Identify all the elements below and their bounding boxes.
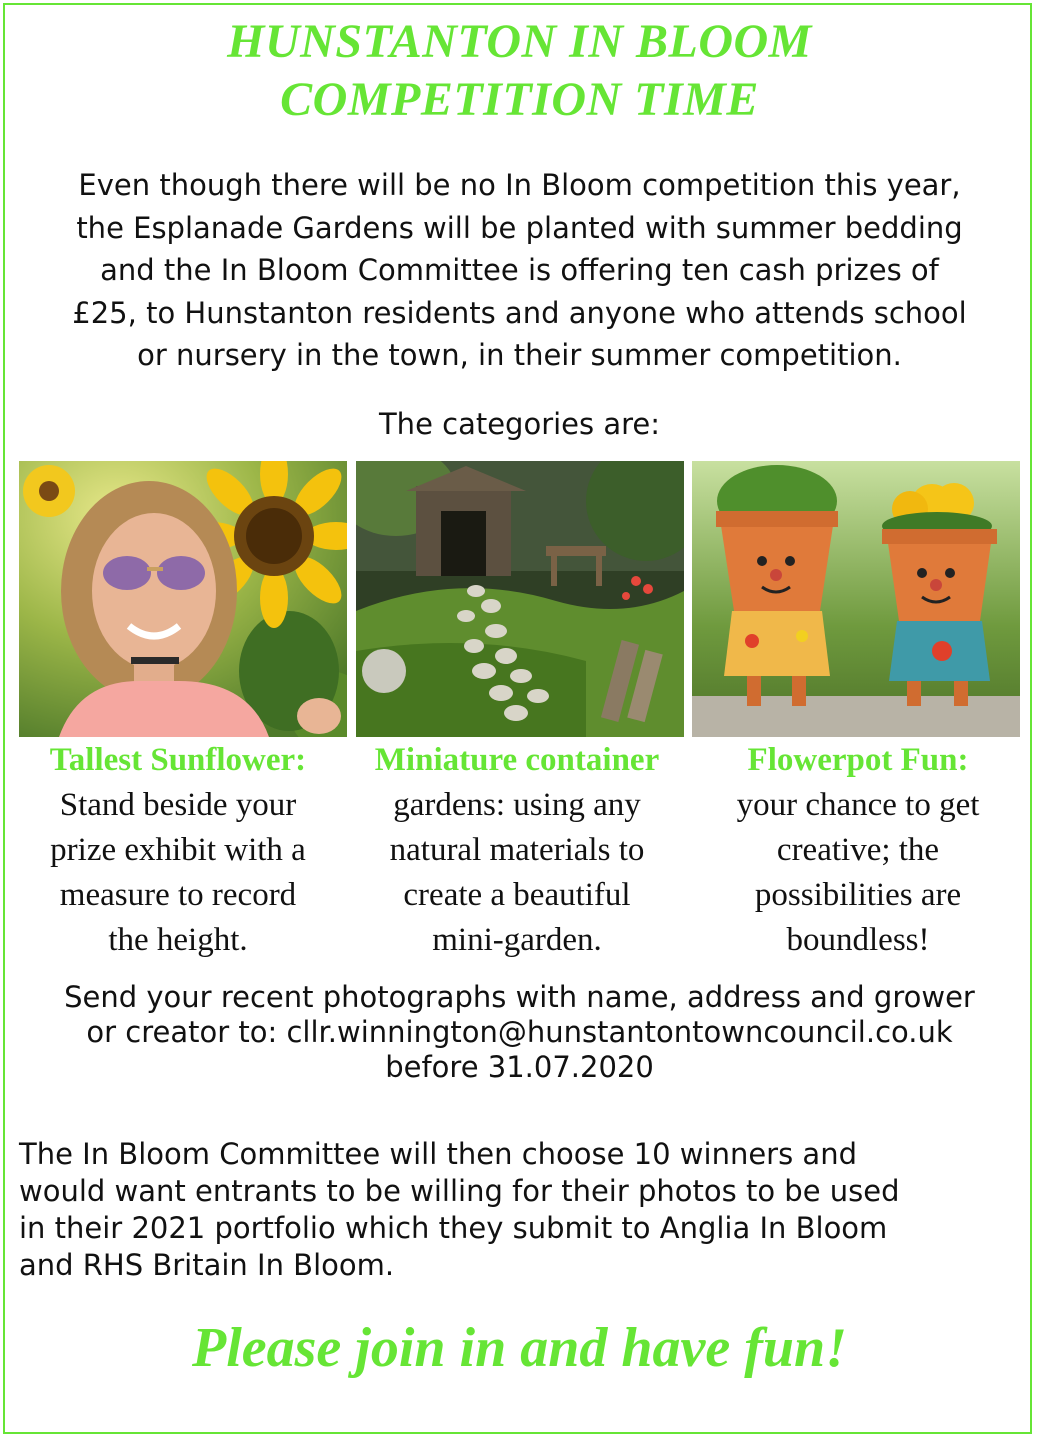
category-line: creative; the bbox=[776, 832, 940, 868]
category-title: Tallest Sunflower: bbox=[49, 742, 307, 778]
committee-line: The In Bloom Committee will then choose 10 winners and bbox=[19, 1137, 857, 1171]
committee-line: and RHS Britain In Bloom. bbox=[19, 1248, 395, 1282]
flowerpot-people-photo bbox=[692, 461, 1020, 737]
category-line: possibilities are bbox=[754, 877, 962, 913]
category-miniature-container bbox=[349, 738, 685, 963]
category-line: gardens: using any bbox=[393, 787, 641, 823]
category-line: prize exhibit with a bbox=[50, 832, 306, 868]
category-line: measure to record bbox=[59, 877, 297, 913]
intro-line: or nursery in the town, in their summer competition. bbox=[137, 338, 902, 372]
category-line: the height. bbox=[108, 922, 248, 958]
intro-line: £25, to Hunstanton residents and anyone who attends school bbox=[72, 295, 967, 330]
category-line: your chance to get bbox=[736, 787, 980, 823]
submission-instructions bbox=[0, 980, 1039, 1085]
girl-with-sunflower-photo bbox=[19, 461, 347, 737]
intro-paragraph bbox=[10, 164, 1029, 377]
category-line: natural materials to bbox=[389, 832, 645, 868]
send-prefix: or creator to: bbox=[86, 1015, 287, 1049]
category-title: Flowerpot Fun: bbox=[747, 742, 969, 778]
category-line: mini-garden. bbox=[432, 922, 602, 958]
send-line bbox=[0, 1015, 1039, 1050]
intro-line: Even though there will be no In Bloom competition this year, bbox=[78, 168, 961, 202]
category-line: boundless! bbox=[786, 922, 930, 958]
category-title: Miniature container bbox=[374, 742, 660, 778]
committee-paragraph bbox=[19, 1136, 1029, 1284]
email-link[interactable]: cllr.winnington@hunstantontowncouncil.co.uk bbox=[286, 1015, 953, 1049]
category-tallest-sunflower bbox=[10, 738, 346, 963]
intro-line: and the In Bloom Committee is offering ten cash prizes of bbox=[100, 253, 939, 287]
category-flowerpot-fun bbox=[690, 738, 1026, 963]
closing-slogan: Please join in and have fun! bbox=[192, 1317, 847, 1379]
category-line: create a beautiful bbox=[403, 877, 631, 913]
poster-title-line-2: COMPETITION TIME bbox=[280, 73, 759, 126]
send-line: Send your recent photographs with name, address and grower bbox=[64, 980, 975, 1014]
poster-title-line-1: HUNSTANTON IN BLOOM bbox=[227, 15, 812, 68]
miniature-garden-photo bbox=[356, 461, 684, 737]
committee-line: would want entrants to be willing for their photos to be used bbox=[19, 1174, 900, 1208]
committee-line: in their 2021 portfolio which they submit to Anglia In Bloom bbox=[19, 1211, 888, 1245]
categories-heading: The categories are: bbox=[378, 407, 661, 441]
intro-line: the Esplanade Gardens will be planted with summer bedding bbox=[76, 210, 963, 245]
category-line: Stand beside your bbox=[59, 787, 297, 823]
deadline-line: before 31.07.2020 bbox=[385, 1050, 654, 1084]
